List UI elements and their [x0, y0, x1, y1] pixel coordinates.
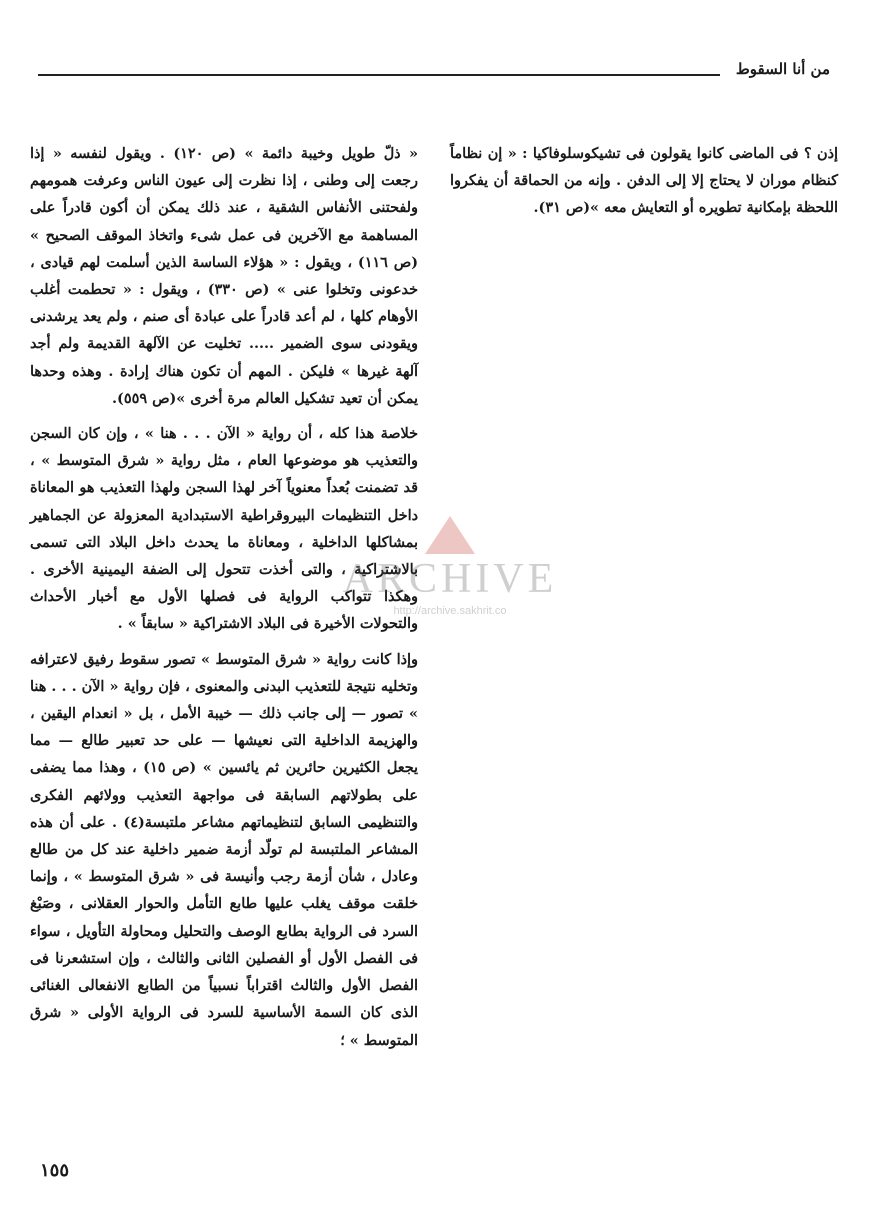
page-number: ١٥٥: [40, 1160, 70, 1181]
watermark-label: ARCHIVE: [342, 556, 558, 602]
left-column: [30, 140, 418, 1062]
running-header: من أنا السقوط: [735, 60, 830, 78]
left-column-paragraph-2: خلاصة هذا كله ، أن رواية « الآن . . . هنا » ، وإن كان السجن والتعذيب هو موضوعها العام ، مثل رواية « شرق المتوسط » ، قد تضمنت بُعداً معنوياً آخر لهذا السجن ولهذا التعذيب هو المعاناة داخل التنظيمات البيروقراطية الاستبدادية المعزولة عن الجماهير بمشاكلها الداخلية ، ومعاناة ما يحدث داخل البلاد التى تسمى بالاشتراكية ، والتى أخذت تتحول إلى الضفة اليمينية الأخرى . وهكذا تتواكب الرواية فى فصلها الأول مع أخبار الأحداث والتحولات الأخيرة فى البلاد الاشتراكية « سابقاً » .: [30, 425, 418, 633]
right-column: [450, 140, 838, 230]
watermark-emblem-icon: [425, 516, 475, 554]
left-column-paragraph-1: « ذلّ طويل وخيبة دائمة » (ص ١٢٠) . ويقول لنفسه « إذا رجعت إلى وطنى ، إذا نظرت إلى عيون الناس وعرفت همومهم ولفحتنى الأنفاس الشقية ، عند ذلك يمكن أن أكون قادراً على المساهمة مع الآخرين فى عمل شىء واتخاذ الموقف الصحيح » (ص ١١٦) ، ويقول : « هؤلاء الساسة الذين أسلمت لهم قيادى ، خدعونى وتخلوا عنى » (ص ٣٣٠) ، ويقول : « تحطمت أغلب الأوهام كلها ، لم أعد قادراً على عبادة أى صنم ، ولم يعد يرشدنى ويقودنى سوى الضمير ..... تخليت عن الآلهة القديمة ولم أجد آلهة غيرها » فليكن . المهم أن تكون هناك إرادة . وهذه وحدها يمكن أن تعيد تشكيل العالم مرة أخرى »(ص ٥٥٩).: [30, 145, 419, 407]
left-column-paragraph-3: وإذا كانت رواية « شرق المتوسط » تصور سقوط رفيق لاعترافه وتخليه نتيجة للتعذيب البدنى والمعنوى ، فإن رواية « الآن . . . هنا » تصور — إلى جانب ذلك — خيبة الأمل ، بل « انعدام اليقين ، والهزيمة الداخلية التى نعيشها — على حد تعبير طالع — مما يجعل الكثيرين حائرين ثم يائسين » (ص ١٥) ، وهذا مما يضفى على بطولاتهم السابقة فى مواجهة التعذيب وولائهم الفكرى والتنظيمى السابق لتنظيماتهم مشاعر ملتبسة(٤) . على أن هذه المشاعر الملتبسة لم تولّد أزمة ضمير داخلية عند كل من طالع وعادل ، شأن أزمة رجب وأنيسة فى « شرق المتوسط » ، وإنما خلقت موقف يغلب عليها طابع التأمل والحوار العقلانى ، وصَبْغ السرد فى الرواية بطابع الوصف والتحليل ومحاولة التأويل ، سواء فى الفصل الأول أو الفصلين الثانى والثالث ، وإن استشعرنا فى الفصل الأول والثالث اقتراباً نسبياً من الطابع الانفعالى الغنائى الذى كان السمة الأساسية للسرد فى الرواية الأولى « شرق المتوسط » ؛: [30, 650, 418, 1049]
header-rule: [38, 74, 720, 76]
right-column-paragraph-1: إذن ؟ فى الماضى كانوا يقولون فى تشيكوسلوفاكيا : « إن نظاماً كنظام موران لا يحتاج إلا إلى الدفن . وإنه من الحماقة أن يفكروا اللحظة بإمكانية تطويره أو التعايش معه »(ص ٣١).: [450, 145, 838, 217]
watermark-site: http://archive.sakhrit.co: [393, 605, 507, 617]
